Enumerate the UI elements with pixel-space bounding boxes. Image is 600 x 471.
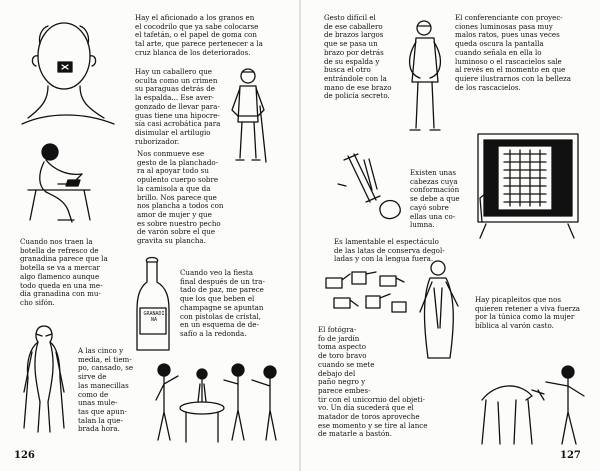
umbrella-man-illustration xyxy=(226,66,272,166)
photographer-bullfighter-illustration xyxy=(476,360,592,452)
bald-head-illustration xyxy=(18,14,118,126)
text-gesto: Gesto difícil el de ese caballero de brazos largos que se pasa un brazo por detrás de su espalda y busca el otro entrándole con la mano de ese brazo de policía secreto. xyxy=(324,13,392,101)
falling-columns-illustration xyxy=(334,150,404,224)
text-caballero: Hay un caballero que oculta como un crimen su paraguas detrás de la espalda... Ese aver- gonzado de llevar para- guas tiene una hipocre- sía casi acrobática para disimular el artilugio ruborizador. xyxy=(135,67,221,146)
projection-screen-illustration xyxy=(472,128,584,240)
text-granadina: Cuando nos traen la botella de refresco de granadina parece que la botella se va a mercar algo flamenco aunque todo queda en una me- dia granadina con mu- cho sifón. xyxy=(20,237,108,307)
granadina-bottle-illustration xyxy=(131,258,175,358)
page-gutter xyxy=(299,0,301,471)
text-latas: Es lamentable el espectáculo de las latas de conserva degol- ladas y con la lengua fuera. xyxy=(334,237,445,264)
ironing-woman-illustration xyxy=(24,140,104,228)
tin-cans-illustration xyxy=(322,268,412,320)
page-number-left: 126 xyxy=(14,450,35,461)
champagne-toast-illustration xyxy=(150,358,290,450)
text-cabezas: Existen unas cabezas cuya conformación se debe a que cayó sobre ellas una co- lumna. xyxy=(410,168,460,230)
text-planchado: Nos conmueve ese gesto de la planchado- ra al apoyar todo su opulento cuerpo sobre la camisola a que da brillo. Nos parece que nos plancha a todos con amor de mujer y que es sobre nuestro pecho de varón sobre el que gravita su plancha. xyxy=(137,149,224,246)
long-arms-man-illustration xyxy=(402,18,450,138)
bottle-label: GRANADINA xyxy=(143,311,165,323)
page-number-right: 127 xyxy=(560,450,581,461)
text-fiesta: Cuando veo la fiesta final después de un tra- tado de paz, me parece que los que beben el champagne se apuntan con pistolas de cristal, en un esquema de de- safío a la redonda. xyxy=(180,268,265,338)
text-fotografo: El fotógra- fo de jardín toma aspecto de toro bravo cuando se mete debajo del paño negro y parece embes- tir con el unicornio del objeti- vo. Un día sucederá que el matador de toros aproveche ese momento y se tire al lance de matarle a bastón. xyxy=(318,325,428,439)
text-cinco: A las cinco y media, el tiem- po, cansado, se sirve de las manecillas como de unas mule- tas que apun- talan la que- brada hora. xyxy=(78,346,134,434)
text-picapleitos: Hay picapleitos que nos quieren retener a viva fuerza por la túnica como la mujer bíblica al varón casto. xyxy=(475,295,581,331)
clock-hands-figure-illustration xyxy=(18,322,70,440)
text-aficionado: Hay el aficionado a los granos en el cocodrilo que ya sabe colocarse el tafetán, o el papel de goma con tal arte, que parece pertenecer a la cruz blanca de los deteriorados. xyxy=(135,13,263,57)
text-conferenciante: El conferenciante con proyec- ciones luminosas pasa muy malos ratos, pues unas veces queda oscura la pantalla cuando señala en ella lo luminoso o el rascacielos sale al revés en el momento en que quiere ilustrarnos con la belleza de los rascacielos. xyxy=(455,13,572,92)
